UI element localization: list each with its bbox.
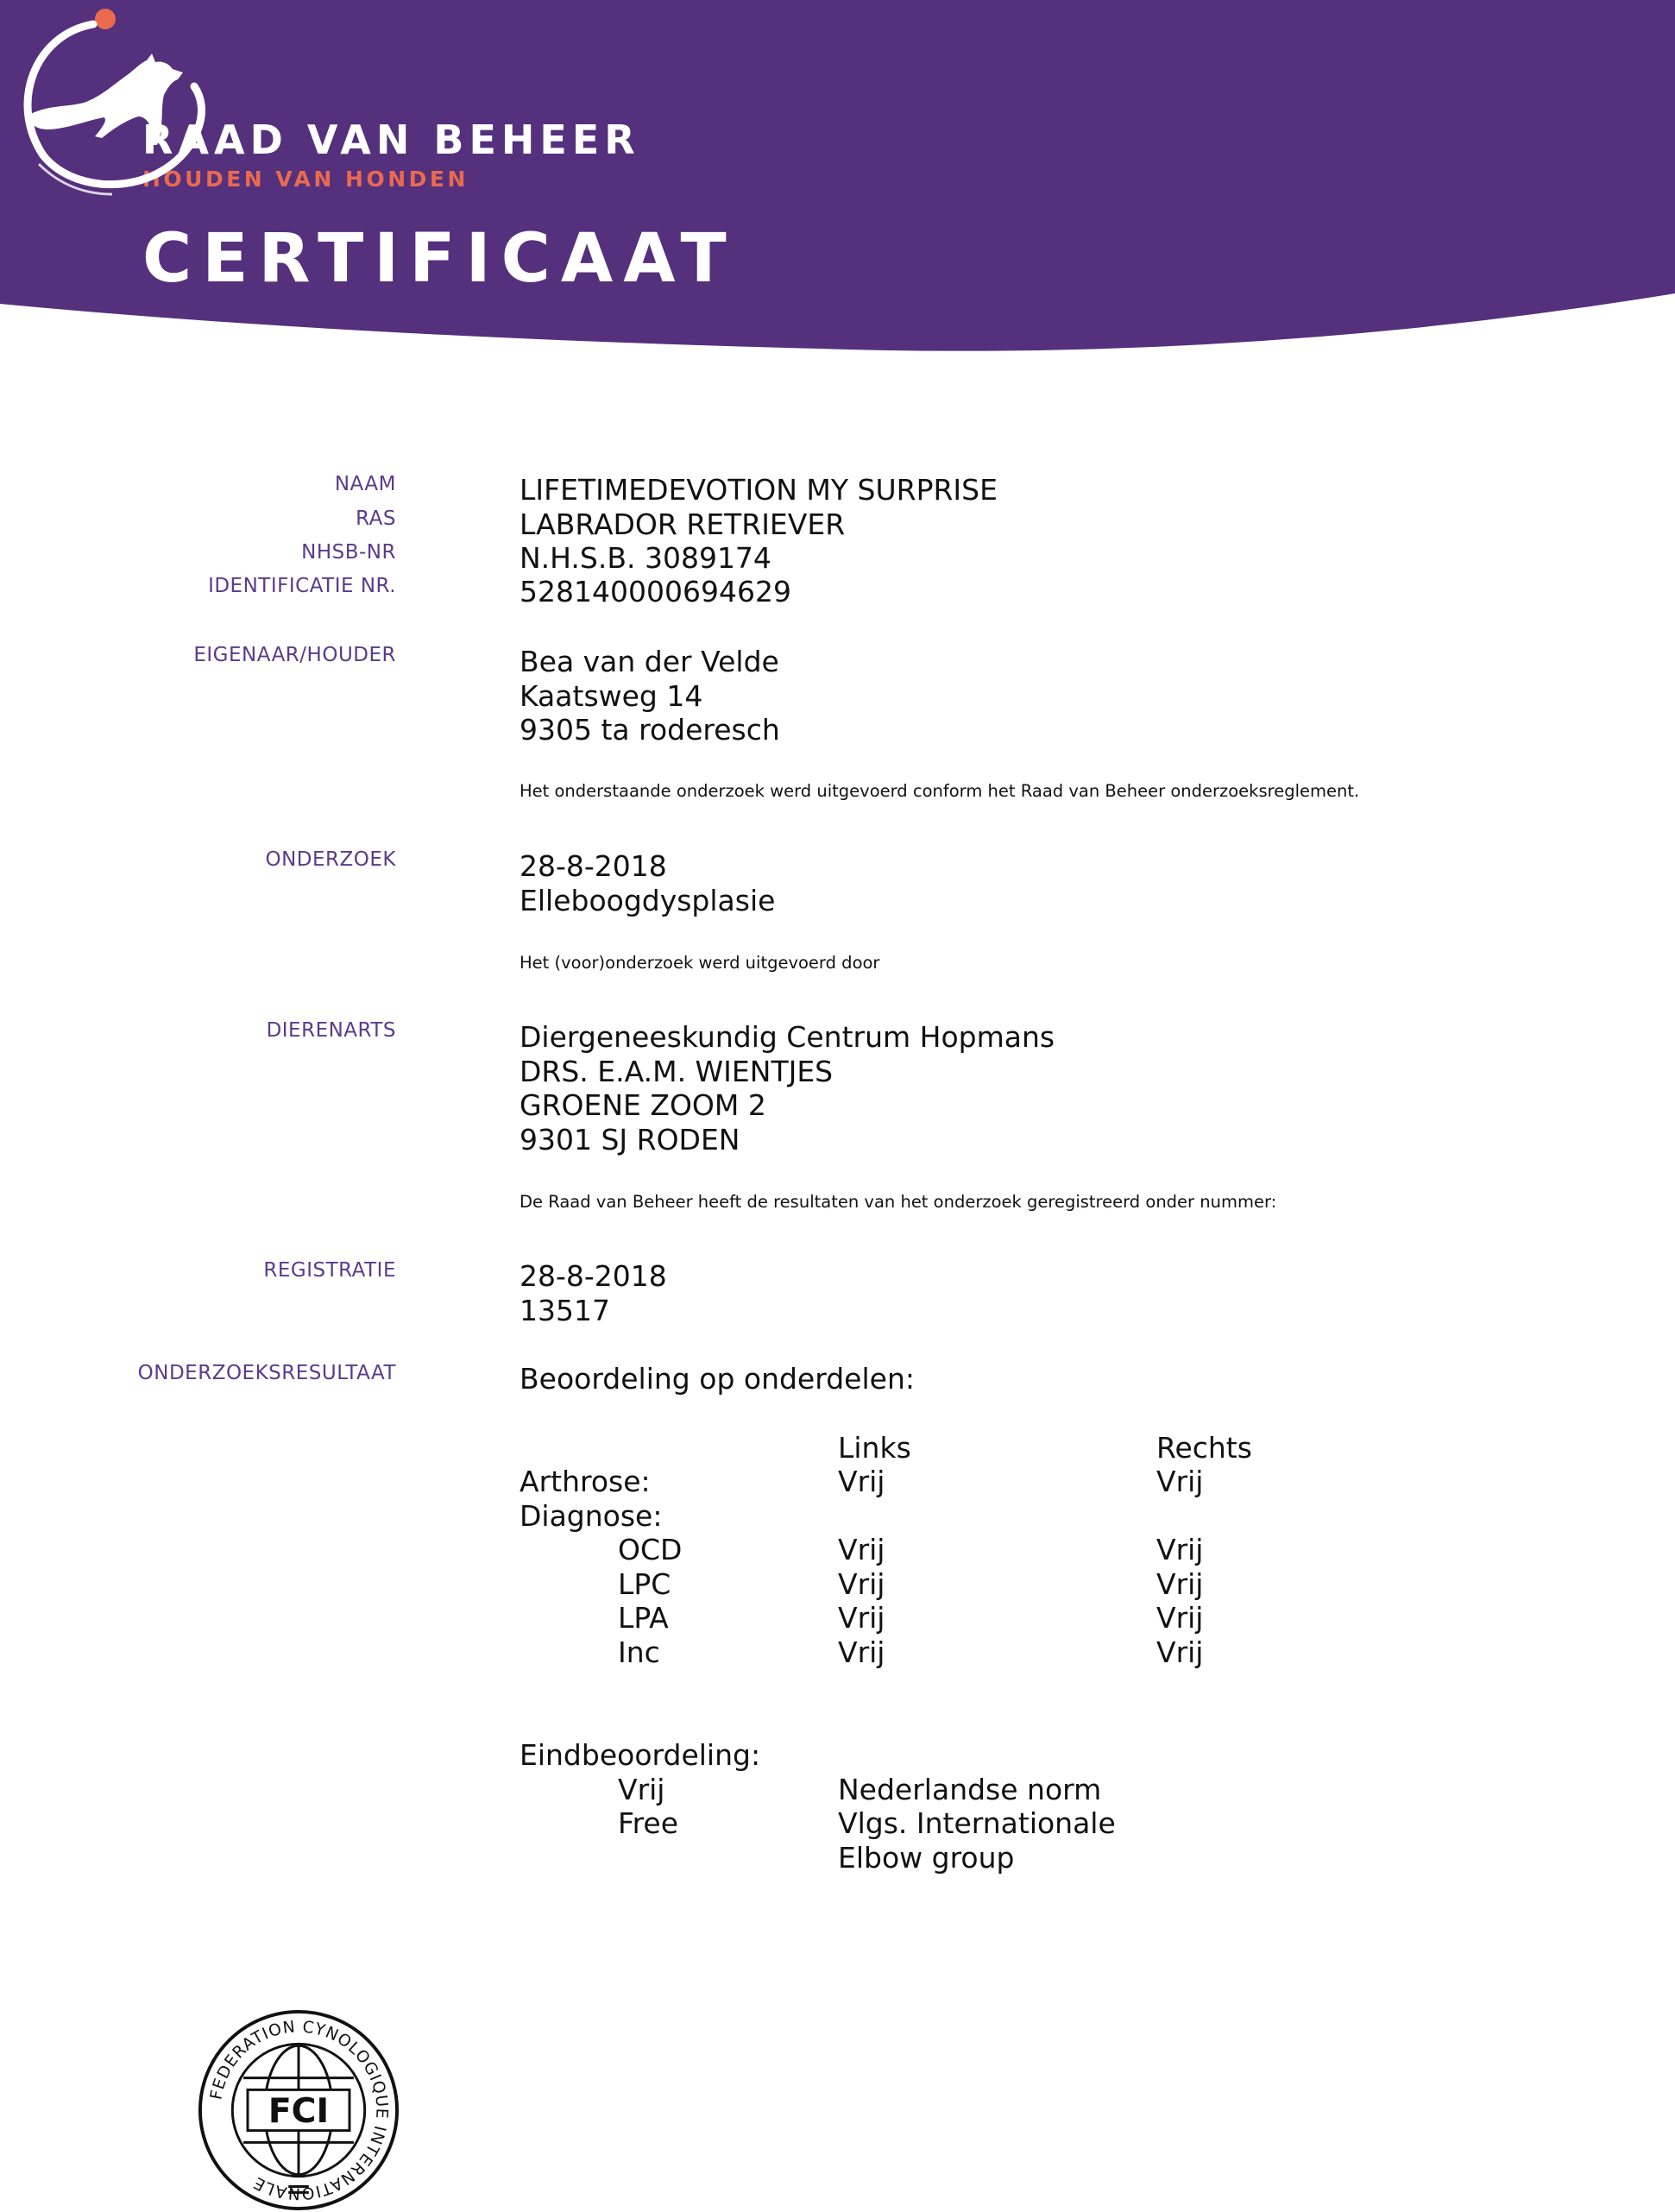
vet-line3: GROENE ZOOM 2 [520,1088,766,1122]
arthrose-right: Vrij [1156,1465,1204,1498]
certificate-header [0,0,1675,362]
dog-name: LIFETIMEDEVOTION MY SURPRISE [520,473,998,507]
final-int-norm2: Elbow group [838,1841,1015,1875]
fci-abbr: FCI [268,2090,330,2131]
exam-date: 28-8-2018 [520,849,667,883]
org-tagline: HOUDEN VAN HONDEN [142,167,469,192]
document-title: CERTIFICAAT [142,220,737,298]
label-registratie: REGISTRATIE [263,1259,396,1282]
final-label: Eindbeoordeling: [520,1738,761,1772]
diag-row-left: Vrij [838,1601,885,1635]
exam-type: Elleboogdysplasie [520,884,776,917]
label-onderzoeksresultaat: ONDERZOEKSRESULTAAT [137,1362,396,1384]
label-identificatie: IDENTIFICATIE NR. [208,575,396,597]
col-links: Links [838,1431,911,1465]
diag-row-right: Vrij [1156,1533,1204,1566]
dog-id: 528140000694629 [520,575,791,608]
result-heading: Beoordeling op onderdelen: [520,1362,915,1396]
vet-line2: DRS. E.A.M. WIENTJES [520,1055,834,1088]
owner-street: Kaatsweg 14 [520,679,703,713]
arthrose-label: Arthrose: [520,1465,651,1498]
vet-line1: Diergeneeskundig Centrum Hopmans [520,1020,1055,1054]
diagnose-label: Diagnose: [520,1499,663,1533]
diag-row-right: Vrij [1156,1601,1204,1635]
arthrose-left: Vrij [838,1465,885,1498]
diag-row-right: Vrij [1156,1567,1204,1601]
diag-row-right: Vrij [1156,1635,1204,1669]
vet-line4: 9301 SJ RODEN [520,1123,740,1156]
dog-breed: LABRADOR RETRIEVER [520,507,846,541]
dog-nhsb: N.H.S.B. 3089174 [520,541,771,575]
diag-row-name: Inc [618,1635,660,1669]
owner-city: 9305 ta roderesch [520,713,780,747]
owner-name: Bea van der Velde [520,645,779,678]
label-ras: RAS [356,507,396,530]
registration-number: 13517 [520,1294,610,1327]
final-nl: Vrij [618,1773,665,1806]
label-nhsb: NHSB-NR [301,541,396,564]
label-naam: NAAM [334,473,396,495]
diag-row-left: Vrij [838,1635,885,1669]
diag-row-name: OCD [618,1533,683,1566]
diag-row-name: LPC [618,1567,671,1601]
fci-seal-icon [197,2008,400,2212]
final-int: Free [618,1806,679,1840]
registration-date: 28-8-2018 [520,1259,667,1293]
final-int-norm1: Vlgs. Internationale [838,1806,1116,1840]
note-registered: De Raad van Beheer heeft de resultaten van het onderzoek geregistreerd onder nummer: [520,1192,1277,1212]
label-dierenarts: DIERENARTS [266,1019,396,1042]
jumping-dog-logo-icon [0,0,216,207]
diag-row-left: Vrij [838,1533,885,1566]
final-nl-norm: Nederlandse norm [838,1773,1102,1806]
col-rechts: Rechts [1156,1431,1252,1465]
note-research: Het onderstaande onderzoek werd uitgevoerd conform het Raad van Beheer onderzoeksreglement. [520,781,1360,801]
diag-row-name: LPA [618,1601,669,1635]
fci-ring-text: FEDERATION CYNOLOGIQUE INTERNATIONALE [207,2018,391,2203]
note-performed: Het (voor)onderzoek werd uitgevoerd door [520,953,880,973]
label-onderzoek: ONDERZOEK [265,848,396,871]
label-eigenaar: EIGENAAR/HOUDER [193,644,396,666]
diag-row-left: Vrij [838,1567,885,1601]
org-name: RAAD VAN BEHEER [142,117,640,163]
